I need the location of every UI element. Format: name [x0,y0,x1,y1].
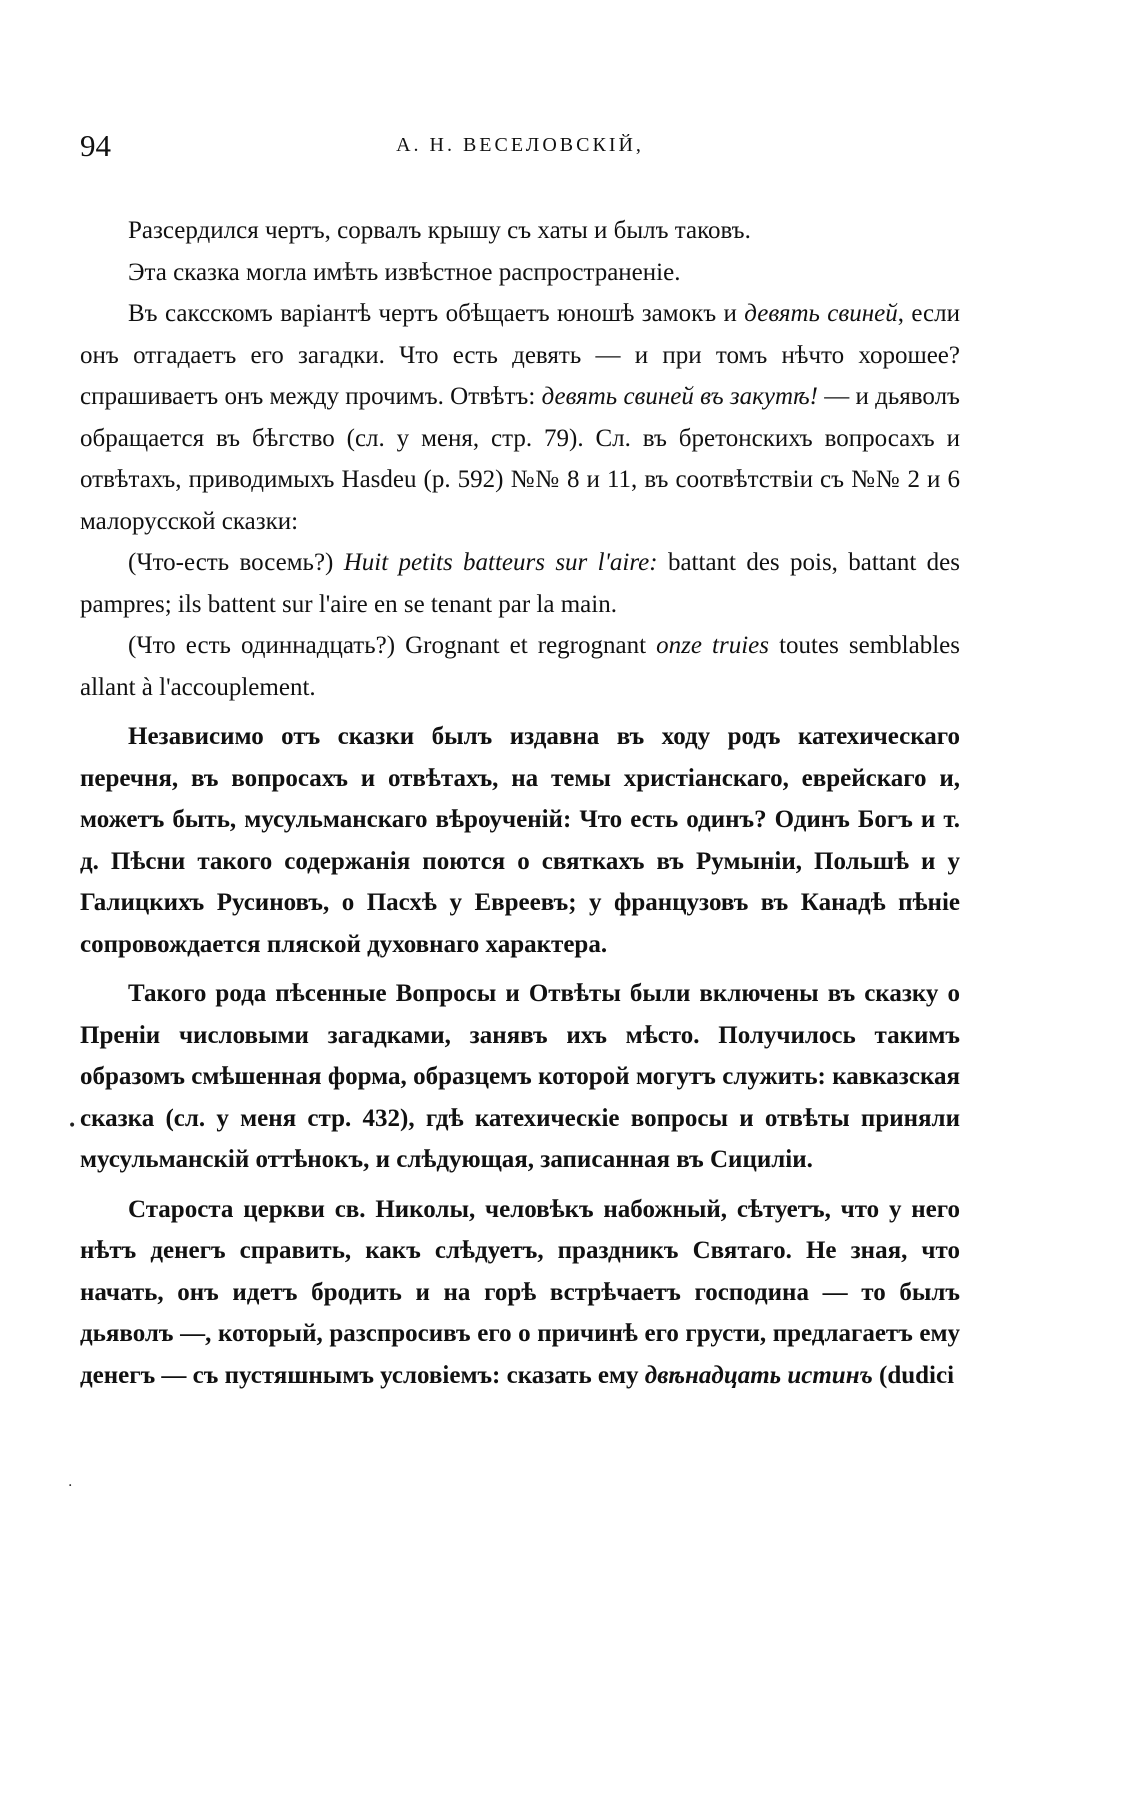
paragraph [80,252,960,294]
italic-text: девять свиней [744,300,898,327]
text-run: Эта сказка могла имѣть извѣстное распространеніе. [128,258,681,286]
page-number: 94 [80,128,111,163]
running-head [80,128,960,168]
text-run: toutes semblables allant à l'accouplement. [80,632,960,701]
paragraph [80,973,960,1181]
italic-text: Huit petits batteurs sur l'aire: [343,549,658,576]
paragraph [80,1189,960,1397]
italic-text: onze truies [656,632,770,659]
paragraph [80,716,960,965]
text-run: (Что-есть восемь?) [128,549,344,576]
italic-text: девять свиней въ закутѣ! [541,383,818,410]
text-run: Такого рода пѣсенные Вопросы и Отвѣты были включены въ сказку о Преніи числовыми загадками, занявъ ихъ мѣсто. Получилось такимъ образомъ смѣшенная форма, образцемъ которой могутъ служить: кавказская сказка (сл. у меня стр. 432), гдѣ катехическіе вопросы и отвѣты приняли мусульманскій оттѣнокъ, и слѣдующая, записанная въ Сициліи. [80,980,960,1173]
text-run: Староста церкви св. Николы, человѣкъ набожный, сѣтуетъ, что у него нѣтъ денегъ справить, какъ слѣдуетъ, праздникъ Святаго. Не зная, что начать, онъ идетъ бродить и на горѣ встрѣчаетъ господина — то былъ дьяволъ —, который, разспросивъ его о причинѣ его грусти, предлагаетъ ему денегъ — съ пустяшнымъ условіемъ: сказать ему [80,1195,960,1389]
paragraph [80,625,960,708]
margin-speck: · [68,1478,73,1494]
body-text [80,210,960,1396]
paragraph [80,210,960,252]
text-run: Разсердился чертъ, сорвалъ крышу съ хаты и былъ таковъ. [128,217,751,244]
text-run: Въ саксскомъ варіантѣ чертъ обѣщаетъ юношѣ замокъ и [128,300,745,327]
paragraph [80,293,960,542]
text-run: , если онъ отгадаетъ его загадки. Что есть девять — и при томъ нѣчто хорошее? спрашиваетъ онъ между прочимъ. Отвѣтъ: [80,300,960,410]
italic-text: двѣнадцать истинъ [644,1361,873,1389]
margin-speck: • [68,1118,77,1134]
book-page [80,128,960,1396]
text-run: — и дьяволъ обращается въ бѣгство (сл. у меня, стр. 79). Сл. въ бретонскихъ вопросахъ и отвѣтахъ, приводимыхъ Hasdeu (p. 592) №№ 8 и 11, въ соотвѣтствіи съ №№ 2 и 6 малорусской сказки: [80,383,960,535]
text-run: (dudici [872,1361,955,1389]
text-run: battant des pois, battant des pampres; ils battent sur l'aire en se tenant par la main. [80,549,960,618]
text-run: Независимо отъ сказки былъ издавна въ ходу родъ катехическаго перечня, въ вопросахъ и отвѣтахъ, на темы христіанскаго, еврейскаго и, можетъ быть, мусульманскаго вѣроученій: Что есть одинъ? Одинъ Богъ и т. д. Пѣсни такого содержанія поются о святкахъ въ Румыніи, Польшѣ и у Галицкихъ Русиновъ, о Пасхѣ у Евреевъ; у французовъ въ Канадѣ пѣніе сопровождается пляской духовнаго характера. [80,723,960,958]
text-run: (Что есть одиннадцать?) Grognant et regrognant [128,632,657,659]
paragraph [80,542,960,625]
running-title: А. Н. ВЕСЕЛОВСКІЙ, [396,134,644,156]
